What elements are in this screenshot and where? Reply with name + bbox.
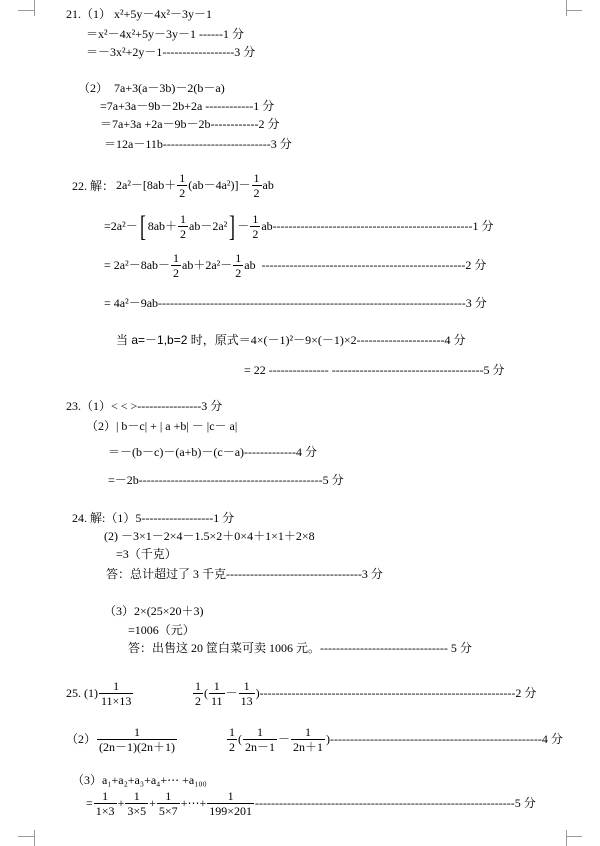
fraction-num: 1 (113, 679, 120, 693)
q22-line6: = 22 --------------- --------------------------------------5 分 (244, 363, 505, 377)
q22-line2-e: ab (261, 218, 273, 233)
corner-mark-tr (566, 10, 582, 11)
fraction-den: 2 (235, 266, 242, 281)
q21-part2-line3: ＝7a+3a +2a－9b－2b------------2 分 (100, 117, 280, 131)
q25-part2-expr: $\frac{1}{2}$ ( $\frac{1}{2n-1}$ － $\frac{1}{2n+1}$ )-----------------------------------------------------4 分 (229, 725, 563, 755)
corner-mark-br (566, 836, 582, 837)
fraction-num: 1 (102, 789, 109, 803)
q25-part3-expr: = $\frac{1}{1\times 3}$ + $\frac{1}{3\times 5}$ + $\frac{1}{5\times 7}$ +⋯+ $\frac{1}{199\times 201}$ -----------------------------------------------------------------5 分 (86, 789, 536, 819)
right-bracket: ] (229, 210, 236, 243)
q21-part1-line2: ＝x²－4x²+5y－3y－1 ------1 分 (86, 27, 244, 41)
q24-line5: （3）2×(25×20＋3) (104, 604, 204, 618)
q22-line1 (116, 172, 274, 201)
q21-part1-label: 21.（1） (66, 7, 112, 21)
q25-part1 (66, 680, 134, 709)
q23-line1: 23.（1）< < >----------------3 分 (66, 399, 223, 413)
fraction (252, 172, 262, 201)
fraction-num: 1 (179, 171, 186, 185)
q22-line5-score: ----------------------4 分 (356, 333, 466, 347)
q22-line5 (116, 334, 466, 346)
fraction-den: 2 (195, 694, 201, 709)
q22-line5-a: 当 a=－1,b=2 时，原式＝ (116, 333, 251, 347)
q25-part3-label: （3）a₁+a₂+a₃+a₄+⋯ +a₁₀₀ (72, 773, 207, 787)
q22-line2-b: 8ab＋ (147, 218, 178, 233)
q22-line2 (104, 212, 493, 242)
fraction (227, 726, 237, 755)
q22-line3-b: ab＋2a²－ (182, 258, 233, 273)
fraction (291, 726, 325, 755)
fraction-den: 5×7 (158, 804, 178, 819)
left-bracket: [ (139, 210, 146, 243)
q24-line6: =1006（元） (128, 623, 195, 637)
corner-mark-tl (18, 10, 34, 11)
fraction (157, 790, 180, 819)
fraction (171, 252, 181, 281)
q23-line2: （2）| b－c| + | a +b| － |c－ a| (86, 419, 238, 433)
corner-mark-bl-v (34, 830, 35, 846)
fraction-num: 1 (195, 679, 201, 693)
fraction-num: 1 (134, 725, 141, 739)
fraction (94, 790, 117, 819)
fraction-num: 1 (253, 171, 260, 185)
fraction-den: 13 (240, 694, 253, 709)
fraction-den: 2n－1 (245, 740, 276, 755)
fraction-num: 1 (235, 251, 242, 265)
q23-line4: =－2b----------------------------------------------5 分 (108, 473, 344, 487)
fraction-den: 199×201 (209, 804, 253, 819)
q21-part2-line4: ＝12a－11b---------------------------3 分 (104, 137, 292, 151)
fraction (178, 213, 188, 242)
fraction-num: 1 (257, 725, 263, 739)
q25-part2-label: （2） (66, 732, 97, 747)
fraction (209, 680, 225, 709)
q25-part3-score: -----------------------------------------------------------------5 分 (255, 796, 536, 811)
q22-label: 22. 解： (72, 179, 115, 193)
fraction-den: 3×5 (127, 804, 147, 819)
q21-part1-line1: x²+5y－4x²－3y－1 (114, 7, 212, 21)
q24-line7: 答：出售这 20 筐白菜可卖 1006 元。-------------------------------- 5 分 (128, 641, 472, 655)
q25-part1-score: ----------------------------------------------------------------2 分 (259, 686, 537, 701)
q22-line1-c: ab (262, 178, 274, 193)
fraction-num: 1 (305, 725, 312, 739)
fraction (193, 680, 203, 709)
fraction (207, 790, 254, 819)
fraction-den: 11×13 (101, 694, 132, 709)
fraction-den: (2n－1)(2n＋1) (99, 740, 176, 755)
q22-line1-b: (ab－4a²)]－ (188, 178, 251, 193)
fraction (125, 790, 148, 819)
fraction-num: 1 (252, 211, 259, 226)
q24-line3: =3（千克） (116, 547, 177, 561)
fraction-num: 1 (213, 679, 220, 693)
fraction-den: 2 (253, 186, 260, 201)
q21-part2-line2: =7a+3a－9b－2b+2a ------------1 分 (100, 99, 275, 113)
q24-line4: 答：总计超过了 3 千克----------------------------------3 分 (106, 567, 383, 581)
corner-mark-tr-v (566, 0, 567, 16)
fraction (97, 726, 177, 755)
fraction (239, 680, 255, 709)
q22-line5-b: 4×(－1)²－9×(－1)×2 (250, 333, 357, 347)
fraction-num: 1 (133, 789, 140, 803)
fraction-num: 1 (165, 789, 172, 803)
fraction-den: 11 (211, 694, 223, 709)
corner-mark-bl (18, 836, 34, 837)
q21-part2-label: （2） (78, 81, 109, 95)
fraction (250, 213, 260, 242)
corner-mark-br-v (566, 830, 567, 846)
q24-line2: (2) －3×1－2×4－1.5×2＋0×4＋1×1＋2×8 (104, 529, 315, 543)
q22-line3 (104, 252, 486, 281)
q25-part2 (66, 726, 178, 755)
q21-part1-line3: ＝－3x²+2y－1------------------3 分 (86, 45, 256, 59)
q24-line1: 24. 解:（1）5------------------1 分 (72, 511, 235, 525)
fraction (177, 172, 187, 201)
fraction (99, 680, 133, 709)
corner-mark-tl-v (34, 0, 35, 16)
fraction (233, 252, 243, 281)
fraction-den: 2 (173, 266, 180, 281)
q22-line3-c: ab (244, 258, 256, 273)
q22-line4: = 4a²－9ab-----------------------------------------------------------------------------3 分 (104, 296, 487, 310)
fraction-num: 1 (243, 679, 250, 693)
q25-part1-label: 25. (1) (66, 686, 98, 701)
fraction-num: 1 (227, 789, 234, 803)
q22-line2-a: =2a²－ (104, 218, 138, 233)
q22-line3-score: ---------------------------------------------------2 分 (261, 258, 487, 273)
q21-part2-line1: 7a+3(a－3b)－2(b－a) (114, 81, 225, 95)
q25-part2-score: -----------------------------------------------------4 分 (330, 732, 563, 747)
fraction-den: 2n＋1 (293, 740, 324, 755)
fraction-den: 2 (229, 740, 235, 755)
q25-part1-expr: $\frac{1}{2}$ ( $\frac{1}{11}$ － $\frac{1}{13}$ )----------------------------------------------------------------2 分 (195, 679, 537, 709)
q23-line3: ＝－(b－c)－(a+b)－(c－a)-------------4 分 (108, 445, 317, 459)
q22-line1-a: 2a²－[8ab＋ (116, 178, 177, 193)
q22-line2-score: --------------------------------------------------1 分 (272, 218, 494, 233)
fraction-den: 1×3 (95, 804, 115, 819)
fraction-num: 1 (173, 251, 180, 265)
fraction (243, 726, 277, 755)
fraction-num: 1 (180, 211, 187, 226)
fraction-den: 2 (179, 186, 186, 201)
fraction-den: 2 (180, 226, 187, 241)
q22-line3-a: = 2a²－8ab－ (104, 258, 171, 273)
q22-line2-d: － (237, 218, 250, 233)
q22-line2-c: ab－2a² (189, 218, 228, 233)
fraction-den: 2 (252, 226, 259, 241)
fraction-num: 1 (229, 725, 235, 739)
